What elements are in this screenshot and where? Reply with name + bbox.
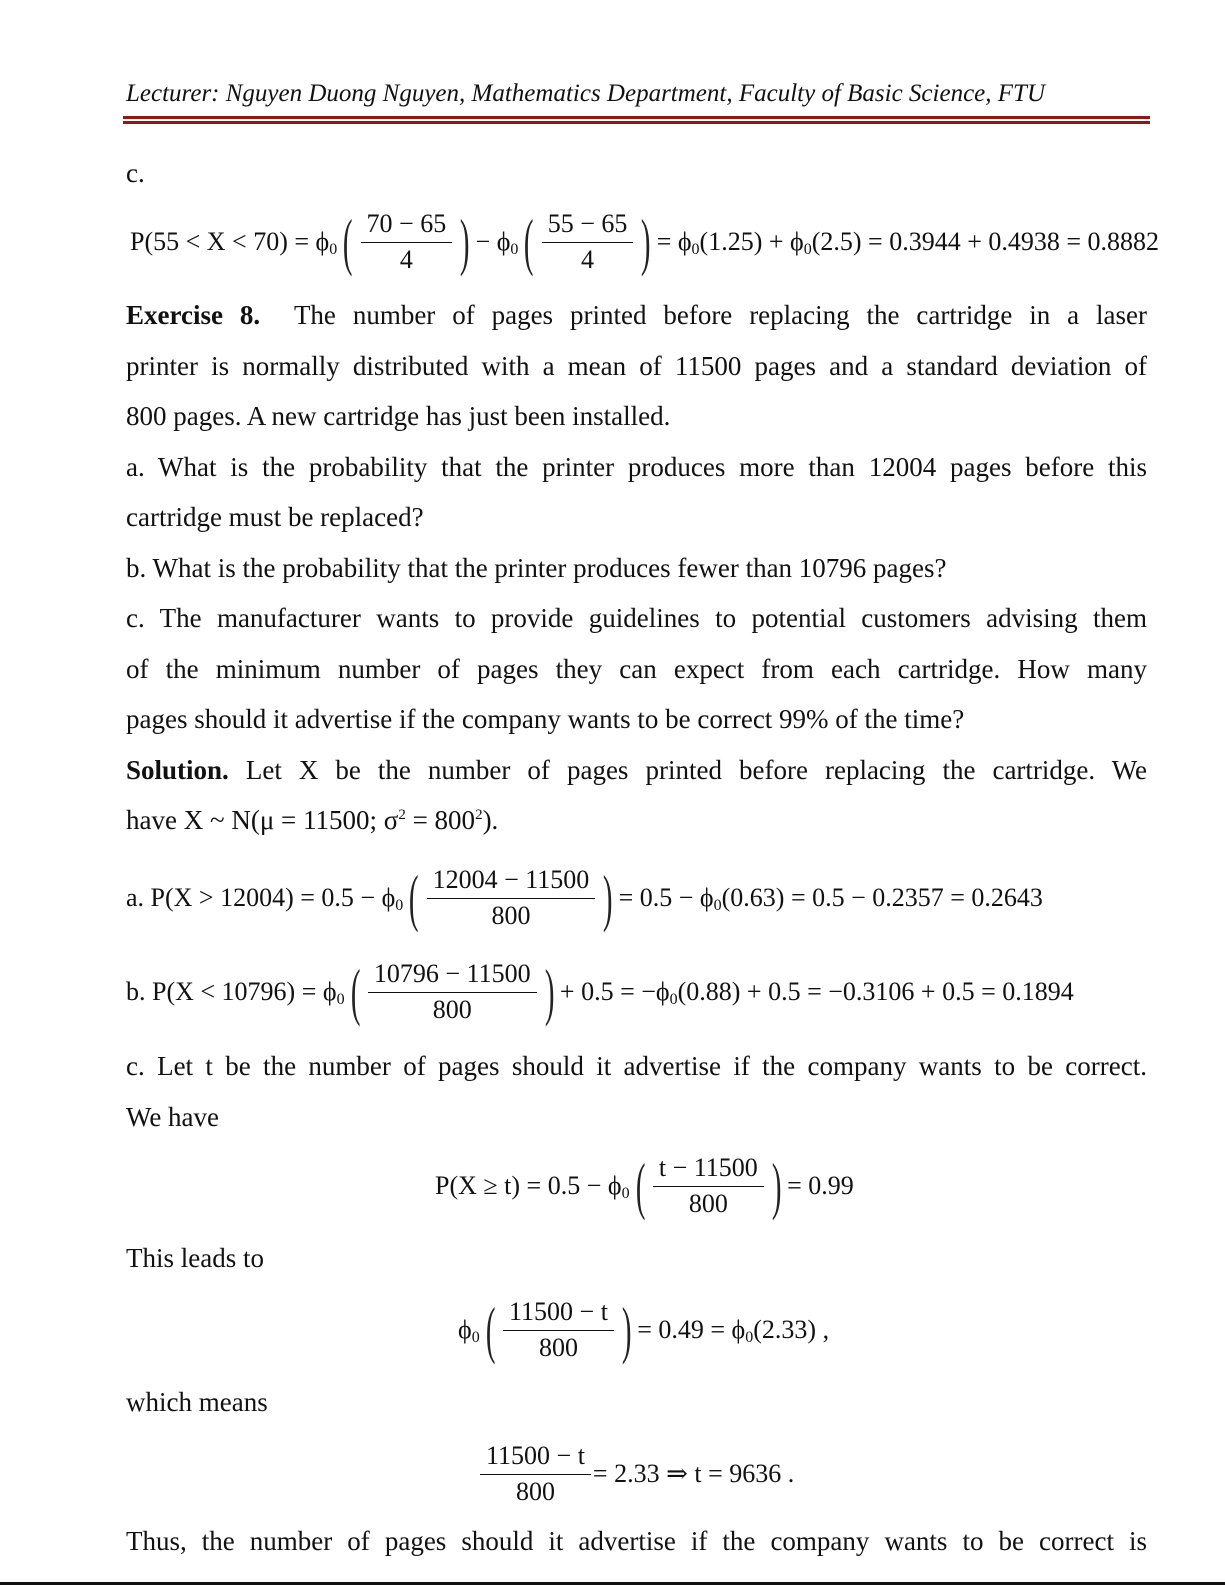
- question-a-line2: cartridge must be replaced?: [126, 502, 424, 532]
- equation-part-b: b. P(X < 10796) = ϕ 0 ( $\frac{10796 - 11500}{800}$ ) + 0.5 = −ϕ 0 (0.88) + 0.5 = −0.3106 + 0.5 = 0.1894: [126, 956, 1074, 1027]
- header-rule-top: [123, 116, 1150, 119]
- question-a-line1: a. What is the probability that the printer produces more than 12004 pages before this: [126, 451, 1147, 482]
- page-header: Lecturer: Nguyen Duong Nguyen, Mathematics Department, Faculty of Basic Science, FTU: [126, 80, 1045, 107]
- exercise-title: Exercise 8.: [126, 300, 261, 330]
- conclusion-text: Thus, the number of pages should it advertise if the company wants to be correct is: [126, 1526, 1147, 1556]
- equation-part-c-result: $\frac{11500 - t}{800}$ = 2.33 ⇒ t = 9636 .: [478, 1438, 794, 1510]
- equation-part-c-setup: P(X ≥ t) = 0.5 − ϕ 0 ( $\frac{t - 11500}{800}$ ) = 0.99: [435, 1150, 854, 1221]
- header-rule-bottom: [123, 121, 1150, 124]
- question-c-line3: pages should it advertise if the company wants to be correct 99% of the time?: [126, 704, 965, 734]
- solution-title: Solution.: [126, 754, 229, 785]
- question-c-line2: of the minimum number of pages they can expect from each cartridge. How many: [126, 653, 1147, 684]
- part-c-text: c. Let t be the number of pages should it advertise if the company wants to be correct. We have: [126, 1051, 1147, 1132]
- equation-part-c: P(55 < X < 70) = ϕ 0 ( $\frac{70 - 65}{4}$ ) − ϕ 0 ( $\frac{55 - 65}{4}$ ) = ϕ 0 (1.25) + ϕ 0 (2.5) = 0.3944 + 0.4938 = 0.8882: [130, 206, 1160, 277]
- equation-part-a: a. P(X > 12004) = 0.5 − ϕ 0 ( $\frac{12004 - 11500}{800}$ ) = 0.5 − ϕ 0 (0.63) = 0.5 − 0.2357 = 0.2643: [126, 862, 1043, 933]
- solution-distribution: have X ~ N(μ = 11500; $\sigma^2 = 800^2$).: [126, 805, 499, 835]
- leads-to-text: This leads to: [126, 1243, 264, 1273]
- question-b: b. What is the probability that the printer produces fewer than 10796 pages?: [126, 552, 947, 583]
- exercise-8-text: Exercise 8. The number of pages printed before replacing the cartridge in a laser printer is normally distributed with a mean of 11500 pages and a standard deviation of 800 pages. A new cartridge has just been installed. a. What is the probability that the printer produces more than 12004 pages before this cartridge must be replaced? b. What is the probability that the printer produces fewer than 10796 pages? c. The manufacturer wants to provide guidelines to potential customers advising them of the minimum number of pages they can expect from each cartridge. How many pages should it advertise if the company wants to be correct 99% of the time? Solution. Let X be the number of pages printed before replacing the cartridge. We have X ~ N(μ = 11500; $\sigma^2 = 800^2$).: [126, 290, 1147, 846]
- question-c-line1: c. The manufacturer wants to provide guidelines to potential customers advising them: [126, 603, 1147, 633]
- part-c-label: c.: [126, 158, 145, 188]
- which-means-text: which means: [126, 1387, 268, 1417]
- equation-part-c-step: ϕ 0 ( $\frac{11500 - t}{800}$ ) = 0.49 = ϕ 0 (2.33) ,: [458, 1294, 830, 1365]
